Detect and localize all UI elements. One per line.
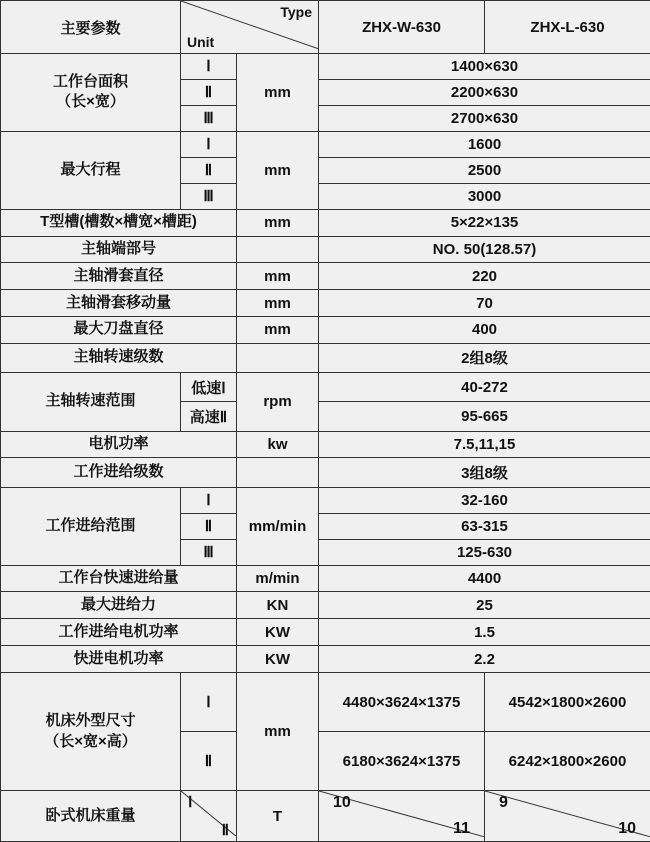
header-model-2: ZHX-L-630 (485, 1, 650, 54)
table-row (1, 646, 650, 673)
table-row (1, 131, 650, 157)
row-label-machine-dimensions-line2: （长×宽×高） (44, 732, 137, 750)
table-row (1, 592, 650, 619)
value-machine-weight-w-bottom: 11 (453, 820, 470, 837)
value-spindle-sleeve-dia: 220 (319, 263, 650, 290)
roman-numeral-ii: Ⅱ (181, 513, 237, 539)
table-row (1, 673, 650, 732)
unit-spindle-speed-range: rpm (237, 373, 319, 432)
machine-weight-roman-bottom: Ⅱ (221, 822, 229, 839)
table-row (1, 236, 650, 263)
row-label-spindle-end: 主轴端部号 (1, 236, 237, 263)
table-row (1, 373, 650, 402)
value-table-area-3: 2700×630 (319, 105, 650, 131)
roman-numeral-ii: Ⅱ (181, 732, 237, 791)
unit-spindle-speed-steps (237, 343, 319, 372)
row-label-machine-weight: 卧式机床重量 (1, 791, 181, 842)
unit-table-area: mm (237, 54, 319, 132)
value-max-travel-3: 3000 (319, 183, 650, 209)
unit-rapid-feed: m/min (237, 565, 319, 592)
value-spindle-speed-steps: 2组8级 (319, 343, 650, 372)
value-max-cutter-dia: 400 (319, 316, 650, 343)
machine-weight-roman-top: Ⅰ (188, 794, 193, 811)
table-row (1, 431, 650, 458)
value-machine-dimensions-l-2: 6242×1800×2600 (485, 732, 650, 791)
unit-max-feed-force: KN (237, 592, 319, 619)
value-machine-weight-l-bottom: 10 (618, 820, 636, 837)
table-header-row (1, 1, 650, 54)
unit-spindle-end (237, 236, 319, 263)
unit-rapid-motor-power: KW (237, 646, 319, 673)
table-row (1, 54, 650, 80)
value-t-slot: 5×22×135 (319, 209, 650, 236)
row-label-spindle-speed-steps: 主轴转速级数 (1, 343, 237, 372)
roman-numeral-iii: Ⅲ (181, 539, 237, 565)
table-row (1, 458, 650, 487)
value-spindle-sleeve-travel: 70 (319, 290, 650, 317)
value-feed-steps: 3组8级 (319, 458, 650, 487)
unit-machine-weight: T (237, 791, 319, 842)
value-table-area-2: 2200×630 (319, 79, 650, 105)
header-type-unit-cell (181, 1, 319, 54)
value-machine-dimensions-w-1: 4480×3624×1375 (319, 673, 485, 732)
row-label-motor-power: 电机功率 (1, 431, 237, 458)
value-machine-weight-l-top: 9 (499, 794, 508, 811)
row-label-max-cutter-dia: 最大刀盘直径 (1, 316, 237, 343)
row-label-machine-dimensions-line1: 机床外型尺寸 (45, 712, 136, 730)
value-machine-weight-w-top: 10 (333, 794, 351, 811)
table-row (1, 290, 650, 317)
value-feed-range-2: 63-315 (319, 513, 650, 539)
table-row (1, 619, 650, 646)
unit-spindle-sleeve-dia: mm (237, 263, 319, 290)
table-row (1, 343, 650, 372)
value-rapid-feed: 4400 (319, 565, 650, 592)
value-spindle-speed-low: 40-272 (319, 373, 650, 402)
row-label-rapid-motor-power: 快进电机功率 (1, 646, 237, 673)
row-label-max-travel: 最大行程 (1, 131, 181, 209)
unit-feed-steps (237, 458, 319, 487)
value-motor-power: 7.5,11,15 (319, 431, 650, 458)
value-machine-dimensions-w-2: 6180×3624×1375 (319, 732, 485, 791)
roman-numeral-iii: Ⅲ (181, 105, 237, 131)
value-max-travel-1: 1600 (319, 131, 650, 157)
value-max-travel-2: 2500 (319, 157, 650, 183)
value-machine-weight-w (319, 791, 485, 842)
roman-numeral-i: Ⅰ (181, 487, 237, 513)
machine-weight-roman-cell (181, 791, 237, 842)
row-label-spindle-sleeve-travel: 主轴滑套移动量 (1, 290, 237, 317)
table-row (1, 487, 650, 513)
spindle-speed-high-label: 高速Ⅱ (181, 402, 237, 431)
unit-spindle-sleeve-travel: mm (237, 290, 319, 317)
row-label-feed-motor-power: 工作进给电机功率 (1, 619, 237, 646)
value-max-feed-force: 25 (319, 592, 650, 619)
roman-numeral-iii: Ⅲ (181, 183, 237, 209)
row-label-t-slot: T型槽(槽数×槽宽×槽距) (1, 209, 237, 236)
table-row (1, 791, 650, 842)
value-table-area-1: 1400×630 (319, 54, 650, 80)
unit-motor-power: kw (237, 431, 319, 458)
table-row (1, 263, 650, 290)
value-feed-range-1: 32-160 (319, 487, 650, 513)
row-label-rapid-feed: 工作台快速进给量 (1, 565, 237, 592)
row-label-table-area-line1: 工作台面积 (52, 73, 128, 91)
table-row (1, 209, 650, 236)
unit-max-travel: mm (237, 131, 319, 209)
table-row (1, 316, 650, 343)
unit-feed-motor-power: KW (237, 619, 319, 646)
unit-machine-dimensions: mm (237, 673, 319, 791)
spindle-speed-low-label: 低速Ⅰ (181, 373, 237, 402)
row-label-spindle-speed-range: 主轴转速范围 (1, 373, 181, 432)
roman-numeral-i: Ⅰ (181, 673, 237, 732)
value-spindle-end: NO. 50(128.57) (319, 236, 650, 263)
value-feed-range-3: 125-630 (319, 539, 650, 565)
value-machine-weight-l (485, 791, 650, 842)
row-label-max-feed-force: 最大进给力 (1, 592, 237, 619)
table-row (1, 565, 650, 592)
unit-max-cutter-dia: mm (237, 316, 319, 343)
value-rapid-motor-power: 2.2 (319, 646, 650, 673)
roman-numeral-ii: Ⅱ (181, 157, 237, 183)
row-label-feed-steps: 工作进给级数 (1, 458, 237, 487)
header-unit-label: Unit (187, 34, 215, 50)
row-label-feed-range: 工作进给范围 (1, 487, 181, 565)
roman-numeral-ii: Ⅱ (181, 79, 237, 105)
unit-t-slot: mm (237, 209, 319, 236)
row-label-table-area (1, 54, 181, 132)
row-label-spindle-sleeve-dia: 主轴滑套直径 (1, 263, 237, 290)
roman-numeral-i: Ⅰ (181, 131, 237, 157)
value-feed-motor-power: 1.5 (319, 619, 650, 646)
header-type-label: Type (280, 4, 312, 20)
value-spindle-speed-high: 95-665 (319, 402, 650, 431)
unit-feed-range: mm/min (237, 487, 319, 565)
roman-numeral-i: Ⅰ (181, 54, 237, 80)
header-main-parameter: 主要参数 (1, 1, 181, 54)
value-machine-dimensions-l-1: 4542×1800×2600 (485, 673, 650, 732)
row-label-machine-dimensions (1, 673, 181, 791)
row-label-table-area-line2: （长×宽） (56, 93, 125, 111)
header-model-1: ZHX-W-630 (319, 1, 485, 54)
